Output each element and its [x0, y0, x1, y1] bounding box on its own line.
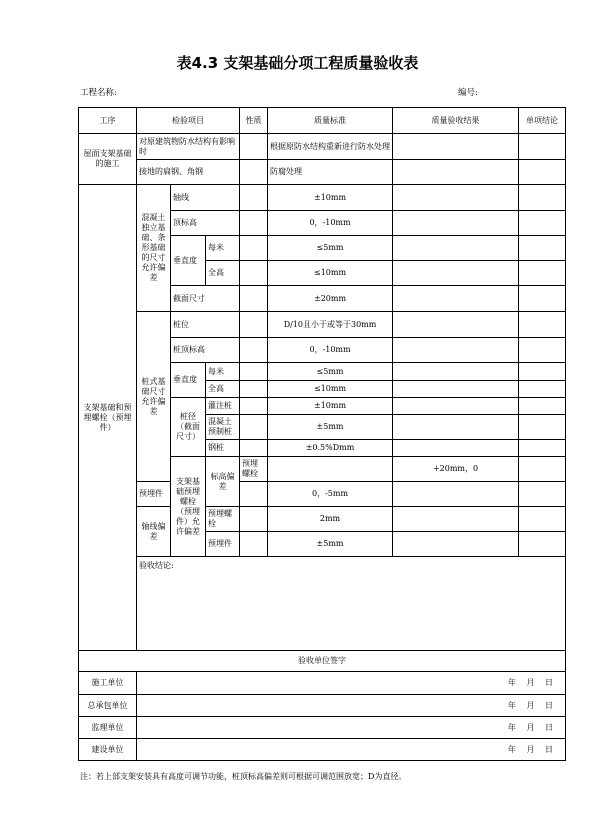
- header-nature: 性质: [240, 108, 268, 134]
- nature-cell: [240, 398, 268, 415]
- standard-cell: 0，-10mm: [268, 338, 393, 363]
- item-cell: 对原建筑物防水结构有影响时: [137, 134, 240, 160]
- header-item: 检验项目: [137, 108, 240, 134]
- table-row: [79, 312, 566, 338]
- header-conclusion: 单项结论: [519, 108, 566, 134]
- group-pile: 桩式基础尺寸允许偏差: [137, 312, 171, 482]
- standard-cell: ≤10mm: [268, 261, 393, 286]
- group-bolt: 支架基础预埋螺栓（预埋件）允许偏差: [171, 457, 206, 557]
- result-cell[interactable]: [393, 185, 519, 211]
- conclusion-label[interactable]: 验收结论:: [137, 557, 566, 651]
- nature-cell: [240, 286, 268, 312]
- conclusion-cell[interactable]: [519, 185, 566, 211]
- result-cell[interactable]: [393, 211, 519, 236]
- standard-cell: ±20mm: [268, 286, 393, 312]
- page-title: 表4.3 支架基础分项工程质量验收表: [176, 54, 419, 72]
- standard-cell: +20mm，0: [393, 457, 519, 482]
- conclusion-cell[interactable]: [519, 286, 566, 312]
- result-cell[interactable]: [393, 236, 519, 261]
- result-cell[interactable]: [393, 363, 519, 381]
- nature-cell: [240, 185, 268, 211]
- unit-row: [79, 717, 566, 739]
- item-cell: 桩顶标高: [171, 338, 240, 363]
- nature-cell: [240, 440, 268, 457]
- result-cell[interactable]: [393, 532, 519, 557]
- number-label: 编号:: [458, 88, 478, 98]
- item-cell: 接地的扁钢、角钢: [137, 160, 240, 185]
- result-cell[interactable]: [393, 312, 519, 338]
- standard-cell: D/10且小于或等于30mm: [268, 312, 393, 338]
- conclusion-cell[interactable]: [519, 211, 566, 236]
- result-cell[interactable]: [519, 457, 566, 482]
- conclusion-cell[interactable]: [519, 363, 566, 381]
- result-cell[interactable]: [393, 160, 519, 185]
- result-cell[interactable]: [393, 440, 519, 457]
- result-cell[interactable]: [393, 286, 519, 312]
- item-cell: 预埋件: [206, 532, 240, 557]
- item-axis-dev: 轴线偏差: [137, 507, 171, 557]
- standard-cell: ≤5mm: [268, 236, 393, 261]
- conclusion-cell[interactable]: [519, 507, 566, 532]
- nature-cell: [240, 160, 268, 185]
- item-cell: 全高: [206, 261, 240, 286]
- nature-cell: [240, 363, 268, 381]
- item-elev-dev: 标高偏差: [206, 457, 240, 507]
- process-bracket: 支架基础和预埋螺栓（预埋件）: [79, 185, 137, 651]
- item-cell: 每米: [206, 363, 240, 381]
- item-cell: 全高: [206, 381, 240, 398]
- standard-cell: 0，-5mm: [268, 482, 393, 507]
- project-name-label: 工程名称:: [80, 88, 117, 98]
- nature-cell: [240, 338, 268, 363]
- item-vertical: 垂直度: [171, 236, 206, 286]
- header-process: 工序: [79, 108, 137, 134]
- nature-cell: [240, 381, 268, 398]
- table-row: [79, 134, 566, 160]
- item-cell: 预埋件: [137, 482, 171, 507]
- conclusion-cell[interactable]: [519, 398, 566, 415]
- nature-cell: [240, 415, 268, 440]
- unit-date[interactable]: 年 月 日: [137, 672, 566, 695]
- nature-cell: [240, 312, 268, 338]
- header-result: 质量验收结果: [393, 108, 519, 134]
- signature-title-row: [79, 651, 566, 672]
- conclusion-cell[interactable]: [519, 440, 566, 457]
- unit-name: 施工单位: [79, 672, 137, 695]
- table-row: [79, 507, 566, 532]
- conclusion-row: [79, 557, 566, 651]
- item-cell: 混凝土预制桩: [206, 415, 240, 440]
- result-cell[interactable]: [393, 261, 519, 286]
- unit-name: 建设单位: [79, 739, 137, 761]
- nature-cell: [240, 261, 268, 286]
- standard-cell: 0，-10mm: [268, 211, 393, 236]
- nature-cell: [240, 211, 268, 236]
- conclusion-cell[interactable]: [519, 312, 566, 338]
- result-cell[interactable]: [393, 381, 519, 398]
- nature-cell: [240, 507, 268, 532]
- header-standard: 质量标准: [268, 108, 393, 134]
- standard-cell: ±10mm: [268, 398, 393, 415]
- item-cell: 截面尺寸: [171, 286, 240, 312]
- conclusion-cell[interactable]: [519, 532, 566, 557]
- result-cell[interactable]: [393, 415, 519, 440]
- group-concrete: 混凝土独立基础、条形基础的尺寸允许偏差: [137, 185, 171, 312]
- conclusion-cell[interactable]: [519, 338, 566, 363]
- acceptance-table: [78, 107, 566, 761]
- conclusion-cell[interactable]: [519, 381, 566, 398]
- standard-cell: ±10mm: [268, 185, 393, 211]
- unit-row: [79, 695, 566, 717]
- result-cell[interactable]: [393, 507, 519, 532]
- item-cell: 每米: [206, 236, 240, 261]
- nature-cell: [268, 457, 393, 482]
- conclusion-cell[interactable]: [519, 415, 566, 440]
- conclusion-cell[interactable]: [519, 134, 566, 160]
- item-cell: 桩位: [171, 312, 240, 338]
- standard-cell: 根据原防水结构重新进行防水处理: [268, 134, 393, 160]
- unit-name: 监理单位: [79, 717, 137, 739]
- unit-name: 总承包单位: [79, 695, 137, 717]
- unit-date[interactable]: 年 月 日: [137, 739, 566, 761]
- nature-cell: [240, 532, 268, 557]
- standard-cell: 防腐处理: [268, 160, 393, 185]
- standard-cell: ±5mm: [268, 415, 393, 440]
- nature-cell: [240, 482, 268, 507]
- unit-row: [79, 672, 566, 695]
- signature-title: 验收单位签字: [79, 651, 566, 672]
- result-cell[interactable]: [393, 134, 519, 160]
- item-cell: 预埋螺栓: [240, 457, 268, 482]
- item-cell: 预埋螺栓: [206, 507, 240, 532]
- nature-cell: [240, 236, 268, 261]
- table-row: [79, 185, 566, 211]
- item-vertical: 垂直度: [171, 363, 206, 398]
- standard-cell: ≤10mm: [268, 381, 393, 398]
- unit-date[interactable]: 年 月 日: [137, 717, 566, 739]
- item-cell: 轴线: [171, 185, 240, 211]
- standard-cell: 2mm: [268, 507, 393, 532]
- item-pile-dia: 桩径（截面尺寸）: [171, 398, 206, 457]
- table-row: [79, 482, 566, 507]
- conclusion-cell[interactable]: [519, 261, 566, 286]
- unit-date[interactable]: 年 月 日: [137, 695, 566, 717]
- result-cell[interactable]: [393, 398, 519, 415]
- header-row: [79, 108, 566, 134]
- table-row: [79, 160, 566, 185]
- standard-cell: ≤5mm: [268, 363, 393, 381]
- standard-cell: ±5mm: [268, 532, 393, 557]
- unit-row: [79, 739, 566, 761]
- nature-cell: [240, 134, 268, 160]
- item-cell: 钢桩: [206, 440, 240, 457]
- conclusion-cell[interactable]: [519, 160, 566, 185]
- conclusion-cell[interactable]: [519, 236, 566, 261]
- result-cell[interactable]: [393, 482, 519, 507]
- standard-cell: ±0.5%Dmm: [268, 440, 393, 457]
- item-cell: 灌注桩: [206, 398, 240, 415]
- conclusion-cell[interactable]: [519, 482, 566, 507]
- item-cell: 顶标高: [171, 211, 240, 236]
- footnote: 注：若上部支架安装具有高度可调节功能，桩顶标高偏差则可根据可调范围放宽；D为直径。: [80, 772, 407, 781]
- process-roof: 屋面支架基础的施工: [79, 134, 137, 185]
- result-cell[interactable]: [393, 338, 519, 363]
